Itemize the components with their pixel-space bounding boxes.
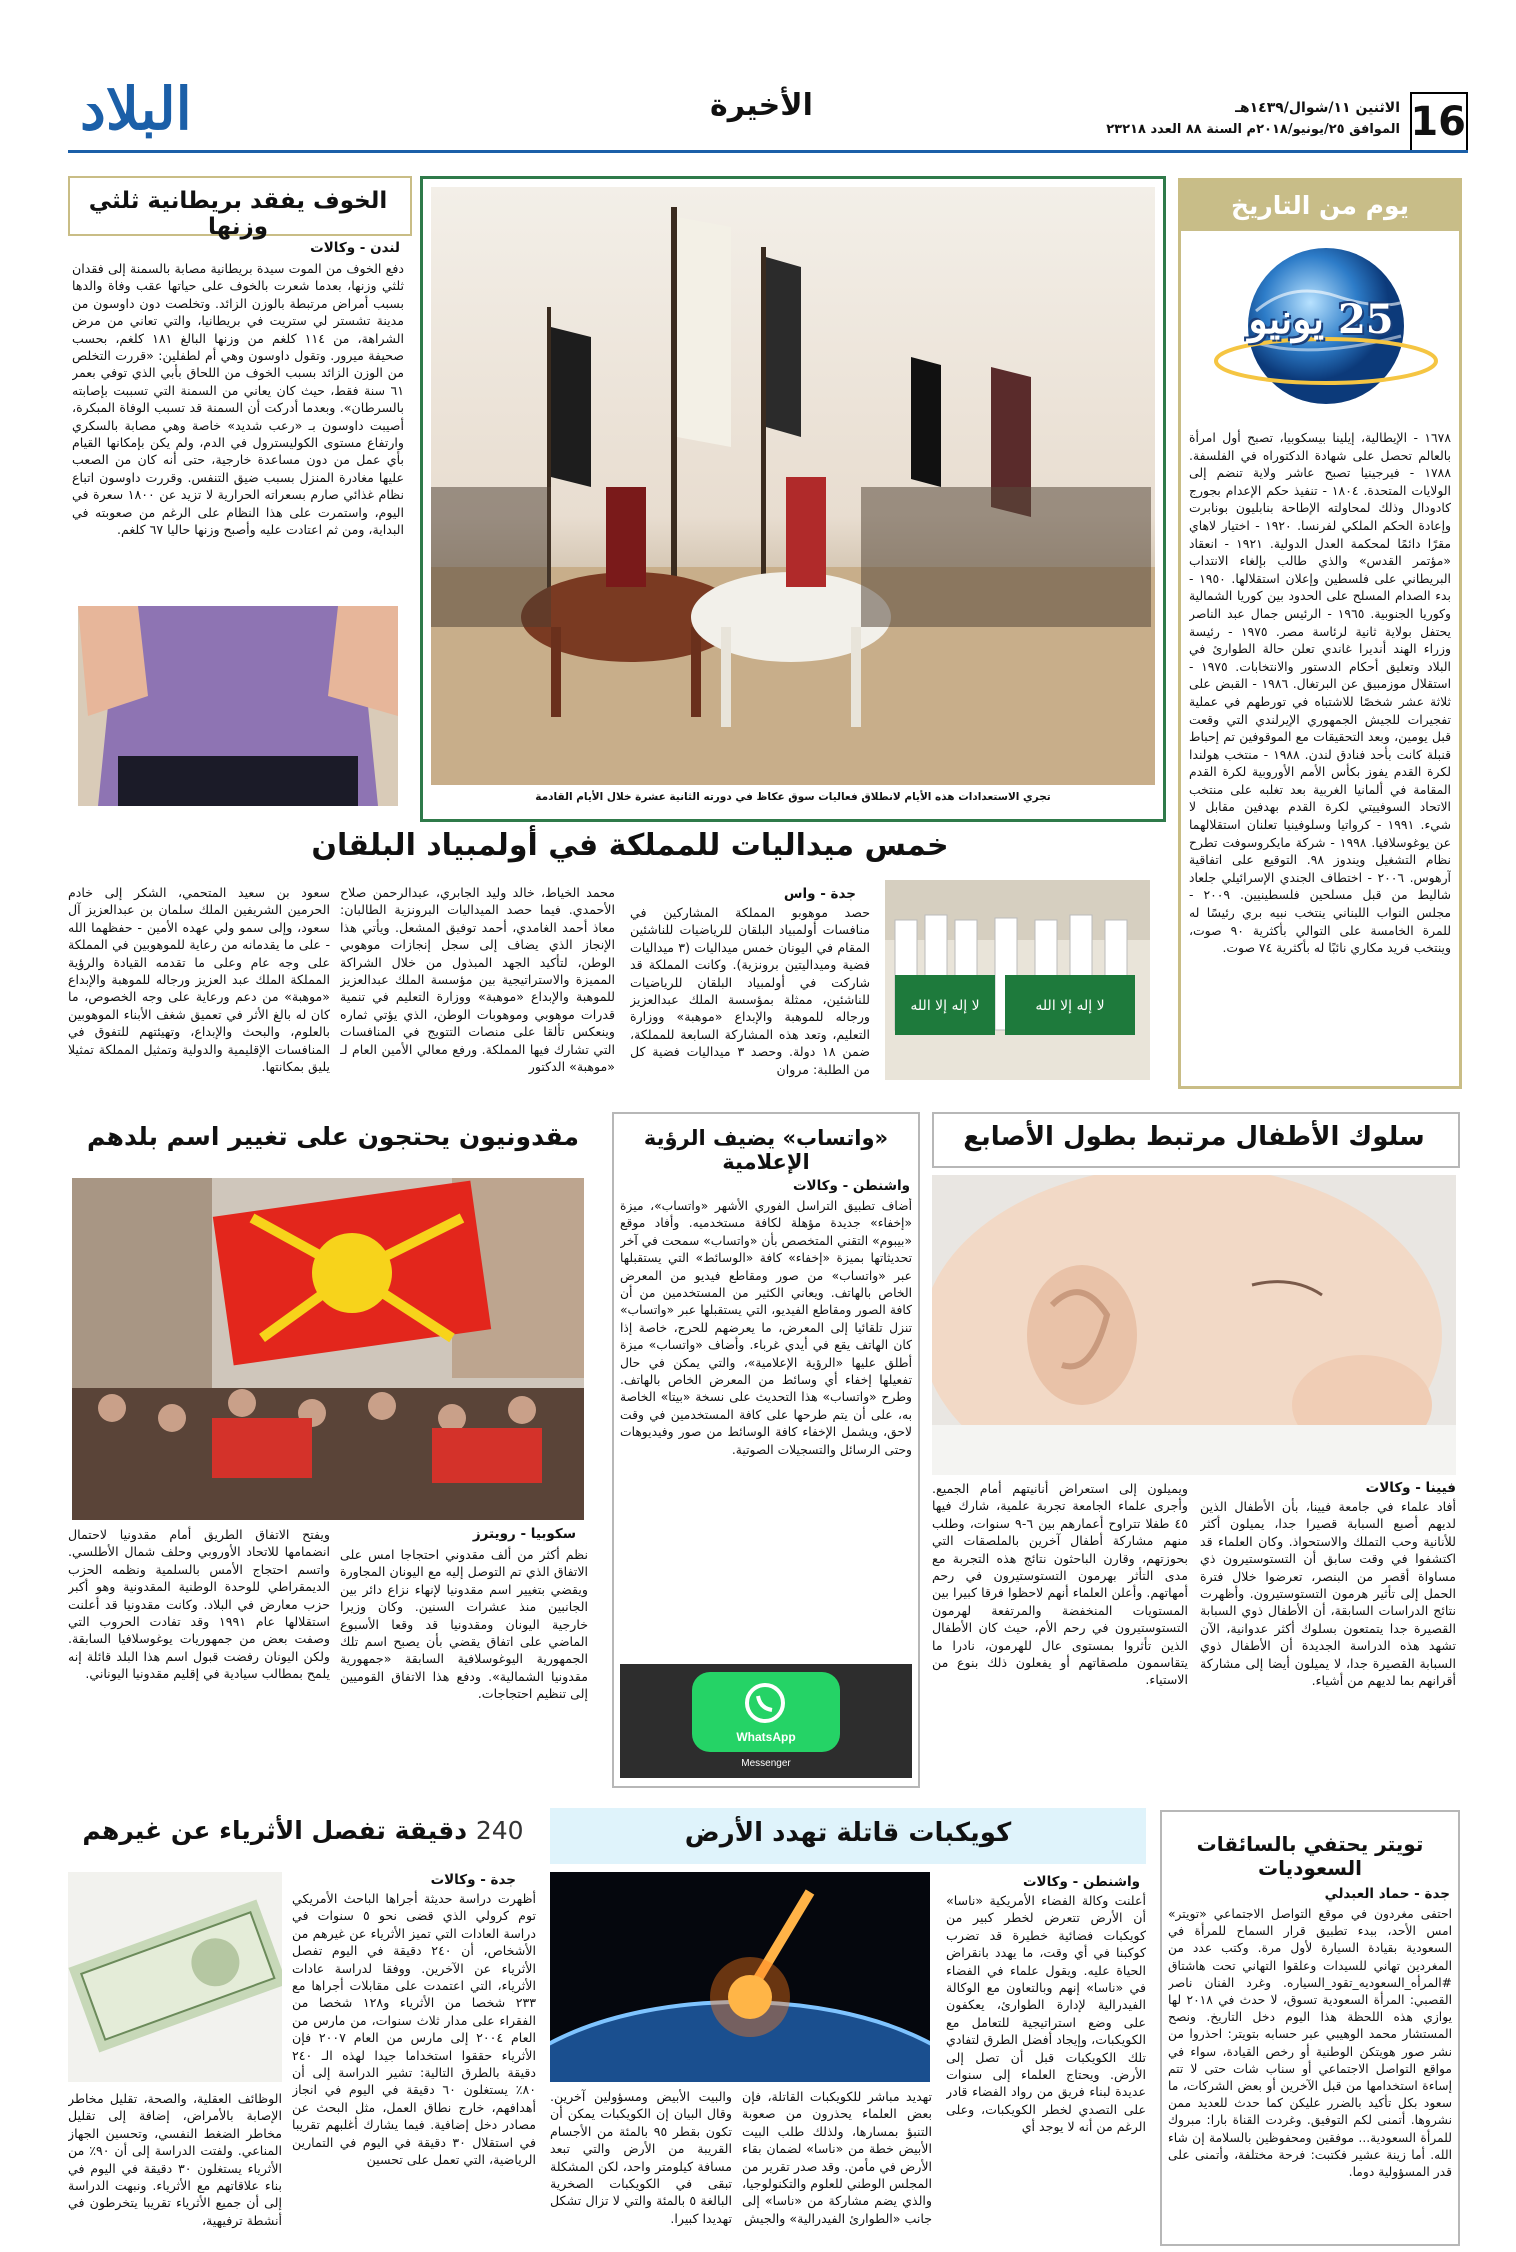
sleeping-baby-photo-icon [932,1175,1456,1475]
medals-col1: حصد موهوبو المملكة المشاركين في منافسات أولمبياد البلقان للرياضيات للناشئين المقام في اليونان خمس ميداليات (٣ ميداليات فضية وميداليتين برونزية). وكانت المملكة قد شاركت في أولمبياد البلقان للرياضيات للناشئين، ممثلة بمؤسسة الملك عبدالعزيز ورجاله للموهبة والإبداع «موهبة» ووزارة التعليم، وتعد هذه المشاركة السابعة للمملكة، ضمن ١٨ دولة. وحصد ٣ ميداليات فضية كل من الطلبة: مروان [630,905,870,1077]
globe-badge [1196,241,1446,421]
masthead [0,0,1516,150]
asteroids-title: كويكبات قاتلة تهدد الأرض [684,1818,1012,1848]
whatsapp-body: أضاف تطبيق التراسل الفوري الأشهر «واتساب»، ميزة «إخفاء» جديدة مؤهلة لكافة مستخدميه. وأفاد موقع «بيبوم» التقني المتخصص بأن «واتساب» سمحت في آخر تحديثاتها بميزة «إخفاء» كافة «الوسائط» التي يستقبلها عبر «واتساب» من صور ومقاطع فيديو من المعرض الخاص بالهاتف. ويعاني الكثير من المستخدمين من أن كافة الصور ومقاطع الفيديو، التي يستقبلها عبر «واتساب» تنزل تلقائيا إلى المعرض، ما يعرضهم للحرج، خاصة إذا كان الهاتف يقع في أيدي غرباء. وأضاف «واتساب» ميزة أطلق عليها «الرؤية الإعلامية»، والتي يمكن في حال تفعيلها إخفاء أي وسائط من المعرض الخاص بالهاتف. وطرح «واتساب» هذا التحديث على نسخة «بيتا» الخاصة به، على أن يتم طرحها على كافة المستخدمين في وقت لاحق، ويشمل الإخفاء كافة الوسائط من صور وفيديوهات وحتى الرسائل والتسجيلات الصوتية. [620,1199,912,1457]
whatsapp-brand-text: Messenger [741,1758,791,1769]
date-hijri: الاثنين ١١/شوال/١٤٣٩هـ [1235,100,1400,116]
history-badge-text: 25 يونيو [1248,296,1394,343]
history-title: يوم من التاريخ [1181,181,1459,231]
masthead-rule [68,150,1468,153]
banknotes-byline: جدة - وكالات [430,1872,516,1888]
history-box [1178,178,1462,1089]
page-number: 16 [1410,92,1468,152]
whatsapp-article [612,1112,920,1788]
babies-col2: ويميلون إلى استعراض أنانيتهم أمام الجميع. وأجرى علماء الجامعة تجربة علمية، شارك فيها ٤٥ طفلا تتراوح أعمارهم بين ٦-٩ سنوات، وطلب منهم مشاركة أطفال آخرين بالملصقات التي بحوزتهم، وقارن الباحثون نتائج هذه التجربة مع مدى التأثر بهرمون التستوستيرون في رحم أمهاتهم. وأعلن العلماء أنهم لاحظوا فرقا كبيرا بين المستويات المنخفضة والمرتفعة لهرمون التستوستيرون في رحم الأم، حيث كان الأطفال الذين تأثروا بمستوى عال للهرمون، نادرا ما يتقاسمون ملصقاتهم أو يفعلون ذلك بنوع من الاستياء. [932,1481,1188,1688]
woman-photo-icon [78,606,398,806]
svg-text:لا إله إلا الله: لا إله إلا الله [910,998,980,1014]
date-full: الموافق ٢٥/يونيو/٢٠١٨م السنة ٨٨ العدد ٢٣٢١٨ [1106,122,1400,137]
asteroids-col1: أعلنت وكالة الفضاء الأمريكية «ناسا» أن الأرض تتعرض لخطر كبير من كويكبات فضائية خطيرة قد تضرب كوكبنا في أي وقت، ما يهدد بانقراض الحياة عليه. ويقول علماء في الفضاء في «ناسا» إنهم وبالتعاون مع الوكالة الفيدرالية لإدارة الطوارئ، يعكفون على وضع استراتيجية للتعامل مع الكويكبات، وإيجاد أفضل الطرق لتفادي تلك الكويكبات قبل أن تصل إلى الأرض. ويحتاج العلماء إلى سنوات عديدة لبناء فريق من رواد الفضاء قادر على التصدي لخطر الكويكبات، وعلى الرغم من أنه لا يوجد أي [946,1893,1146,2135]
medals-photo [885,880,1150,1080]
twitter-body: احتفى مغردون في موقع التواصل الاجتماعي «تويتر» امس الأحد، ببدء تطبيق قرار السماح للمرأة في السعودية بقيادة السيارة لأول مرة. وكتب عدد من المغردين تهاني للسيدات وعلقوا التهاني تحت هاشتاق #المرأه_السعوديه_تقود_السياره. وغرد الفنان ناصر القصبي: المرأة السعودية تسوق، لا حدث في ٢٠١٨ لها يوازي هذه اللحظة هذا اليوم دخل التاريخ. ونصح المستشار محمد الوهيبي عبر حسابه بتويتر: احذروا من نشر صور هويتكن الوطنية أو رخص القيادة، سواء في مواقع التواصل الاجتماعي أو سناب شات حتى لا تتم إساءة استخدامها من قبل الآخرين أو بعض الشركات، ما سعود بكل تأكيد بالضرر عليكن كما حدث للعديد ممن نشروها. أتمنى لكم التوفيق. وغردت القناة بارا: مبروك للمرأة السعودية... موفقين ومحفوظين بالسلامة إن شاء الله. أما زينة عشير فكتبت: فرحة مختلفة، وأتمنى على قدر المسؤولية دوما. [1168,1907,1452,2180]
babies-col1: أفاد علماء في جامعة فيينا، بأن الأطفال الذين لديهم أصبع السبابة قصيرا جدا، يميلون أكثر للأنانية وحب التملك والاستحواذ. وكان العلماء قد اكتشفوا في وقت سابق أن التستوستيرون ذي مساواة أقصر من البنصر، تعرضوا خلال فترة الحمل إلى تأثير هرمون التستوستيرون. وأظهرت نتائج الدراسات السابقة، أن الأطفال ذوي السبابة القصيرة جدا يتمتعون بسلوك أكثر عدوانية، الآن تشهد هذه الدراسة الجديدة أن الأطفال ذوي السبابة القصيرة جدا، لا يميلون أيضا إلى مشاركة أقرانهم بما لديهم من أشياء. [1200,1499,1456,1689]
svg-text:لا إله إلا الله: لا إله إلا الله [1035,998,1105,1014]
whatsapp-logo-text: WhatsApp [736,1730,796,1744]
team-flag-photo-icon [885,880,1150,1080]
babies-byline: فيينا - وكالات [1365,1480,1456,1496]
macedonia-col1: نظم أكثر من ألف مقدوني احتجاجا امس على الاتفاق الذي تم التوصل إليه مع اليونان المجاورة ويقضي بتغيير اسم مقدونيا لإنهاء نزاع دائر بين الجانبين منذ عشرات السنين. وكان وزيرا خارجية اليونان ومقدونيا قد وقعا الأسبوع الماضي على اتفاق يقضي بأن يصبح اسم تلك الجمهورية اليوغوسلافية السابقة «جمهورية مقدونيا الشمالية». ودفع هذا الاتفاق القوميين إلى تنظيم احتجاجات. [340,1547,588,1702]
fear-body: دفع الخوف من الموت سيدة بريطانية مصابة بالسمنة إلى فقدان ثلثي وزنها، بعدما شعرت بالخوف على حياتها عقب وفاة والدها بسبب أمراض مرتبطة بالوزن الزائد. وتخلصت دون داوسون من مدينة تشستر لي ستريت في بريطانيا، والتي تعاني من مرض الشراهة، من ١١٤ كلغم من وزنها البالغ ١٨١ كلغم، بحسب صحيفة ميرور. وتقول داوسون وهي أم لطفلين: «قررت التخلص من الوزن الزائد بسبب الخوف من اللحاق بأبي الذي توفي بعمر ٦١ سنة فقط، حيث كان يعاني من السمنة التي تسببت بإصابته بالسرطان». وبعدما أدركت أن السمنة قد تسبب الوفاة المبكرة، أصيبت داوسون بـ «رعب شديد» خاصة وهي مصابة بالسكري وارتفاع مستوى الكوليسترول في الدم، ولم يكن بإمكانها القيام بأي عمل من دون مساعدة خارجية، حتى أنه كان من الصعب عليها مغادرة المنزل بسبب ضيق التنفس. وقررت داوسون اتباع نظام غذائي صارم بسعراته الحرارية لا تزيد عن ١٨٠٠ سعرة في اليوم، واستمرت على هذا النظام على الرغم من صعوبته في البداية، ومن ثم اعتادت عليه وأصبح وزنها حاليا ٦٧ كلغم. [72,261,404,538]
banknotes-title-text: دقيقة تفصل الأثرياء عن غيرهم [82,1816,468,1845]
babies-title: سلوك الأطفال مرتبط بطول الأصابع [963,1122,1425,1152]
fear-photo [78,606,398,806]
asteroids-photo [550,1872,930,2082]
money-roll-photo-icon [68,1872,282,2082]
protest-photo-icon [72,1178,584,1520]
banknotes-title [68,1816,538,1845]
earth-impact-photo-icon [550,1872,930,2082]
twitter-byline: جدة - حماد العبدلي [1324,1886,1450,1902]
horsemen-photo-icon [431,187,1155,785]
whatsapp-byline: واشنطن - وكالات [792,1178,910,1194]
macedonia-photo [72,1178,584,1520]
main-photo [431,187,1155,785]
macedonia-title: مقدونيون يحتجون على تغيير اسم بلدهم [87,1122,579,1151]
main-photo-caption: تجري الاستعدادات هذه الأيام لانطلاق فعاليات سوق عكاظ في دورته الثانية عشرة خلال الأيام القادمة [535,791,1051,803]
medals-col3: سعود بن سعيد المتحمي، الشكر إلى خادم الحرمين الشريفين الملك سلمان بن عبدالعزيز آل سعود، وإلى سمو ولي عهده الأمين - حفظهما الله - على ما يقدمانه من رعاية للموهوبين في المملكة على وجه عام وعلى ما تقدمه القيادة والرؤية المملكة الملك عبد العزيز ورجاله للموهبة والإبداع «موهبة» من دعم ورعاية على وجه الخصوص، ما كان له بالغ الأثر في تعميق شغف الأبناء الموهوبين بالعلوم، والبحث والإبداع، وتهيئتهم للتفوق في المنافسات الإقليمية والدولية وتمثيل المملكة تمثيلا يليق بمكانتها. [68,885,330,1075]
main-photo-frame [420,176,1166,822]
fear-article [68,176,408,816]
banknotes-title-number: 240 [475,1816,524,1845]
banknotes-col1: أظهرت دراسة حديثة أجراها الباحث الأمريكي توم كرولي الذي قضى نحو ٥ سنوات في دراسة العادات التي تميز الأثرياء عن غيرهم من الأشخاص، أن ٢٤٠ دقيقة في اليوم تفصل الأثرياء عن الآخرين. ووفقا لدراسة عادات الأثرياء، التي اعتمدت على مقابلات أجراها مع ٢٣٣ شخصا من الأثرياء و١٢٨ شخصا من الفقراء على مدار ثلاث سنوات، من مارس من العام ٢٠٠٤ إلى مارس من العام ٢٠٠٧ فإن الأثرياء حققوا استخداما جيدا لهذه الـ ٢٤٠ دقيقة بالطرق التالية: تشير الدراسة إلى أن ٨٠٪ يستغلون ٦٠ دقيقة في اليوم في انجاز أهدافهم، خارج نطاق العمل، مثل البحث عن مصادر دخل إضافية. فيما يشارك أغلبهم تقريبا في استقلال ٣٠ دقيقة في اليوم في التمارين الرياضية، التي تعمل على تحسين [292,1891,536,2168]
banknotes-photo [68,1872,282,2082]
medals-title: خمس ميداليات للمملكة في أولمبياد البلقان [311,828,949,863]
fear-byline: لندن - وكالات [310,240,400,256]
macedonia-col2: ويفتح الاتفاق الطريق أمام مقدونيا لاحتمال انضمامها للاتحاد الأوروبي وحلف شمال الأطلسي. واتسم احتجاج الأمس بالسلمية ونظمه الحزب الديمقراطي للوحدة الوطنية المقدونية وهو أكبر حزب معارض في البلاد. وكانت مقدونيا قد أعلنت استقلالها عام ١٩٩١ وقد تفادت الحروب التي وصفت بعض من جمهوريات يوغوسلافيا السابقة. ولكن اليونان رفضت قبول اسم هذا البلد قائلة إنه يلمح بمطالب سيادية في إقليم مقدونيا اليوناني. [68,1527,330,1682]
fear-title: الخوف يفقد بريطانية ثلثي وزنها [88,188,388,240]
newspaper-logo: البلاد [80,75,192,143]
macedonia-byline: سكوبيا - رويترز [472,1526,576,1542]
babies-photo [932,1175,1456,1475]
twitter-article [1160,1810,1460,2246]
section-title: الأخيرة [710,88,813,123]
medals-byline: جدة - واس [783,886,856,902]
asteroids-col2: تهديد مباشر للكويكبات القاتلة، فإن بعض العلماء يحذرون من صعوبة التنبؤ بمسارها، ولذلك طلب البيت الأبيض خطة من «ناسا» لضمان بقاء الأرض في مأمن. وقد صدر تقرير من المجلس الوطني للعلوم والتكنولوجيا، والذي يضم مشاركة من «ناسا» إلى جانب «الطوارئ الفيدرالية» والجيش [742,2089,932,2226]
whatsapp-title: «واتساب» يضيف الرؤية الإعلامية [643,1126,889,1174]
whatsapp-photo [620,1664,912,1778]
history-body: ١٦٧٨ - الإيطالية، إيلينا بيسكوبيا، تصبح أول امرأة بالعالم تحصل على شهادة الدكتوراه في الفلسفة. ١٧٨٨ - فيرجينيا تصبح عاشر ولاية تنضم إلى الولايات المتحدة. ١٨٠٤ - تنفيذ حكم الإعدام بجورج كادودال وذلك لمحاولته الإطاحة بنابليون بونابرت وإعادة الحكم الملكي لفرنسا. ١٩٢٠ - اختيار لاهاي مقرًا دائمًا لمحكمة العدل الدولية. ١٩٢١ - انعقاد «مؤتمر القدس» والذي طالب بإلغاء الانتداب البريطاني على فلسطين وإعلان استقلالها. ١٩٥٠ - بدء الصدام المسلح على الحدود بين كوريا الشمالية وكوريا الجنوبية. ١٩٦٥ - الرئيس جمال عبد الناصر يحتفل بولاية ثانية لرئاسة مصر. ١٩٧٥ - رئيسة وزراء الهند أنديرا غاندي تعلن حالة الطوارئ في البلاد وتعليق أحكام الدستور والانتخابات. ١٩٧٥ - استقلال موزمبيق عن البرتغال. ١٩٨٦ - القبض على ثلاثة عشر شخصًا للاشتباه في تورطهم في عملية تفجيرات للجيش الجمهوري الإيرلندي التي وقعت قبل يومين، وبعد التحقيقات مع الموقوفين تم إحباط قنبلة كانت بأحد فنادق لندن. ١٩٨٨ - منتخب هولندا لكرة القدم يفوز بكأس الأمم الأوروبية لكرة القدم المقامة في ألمانيا الغربية بعد تغلبه على منتخب الاتحاد السوفييتي لكرة القدم بهدفين مقابل لا شيء. ١٩٩١ - كرواتيا وسلوفينيا تعلنان استقلالهما عن يوغوسلافيا. ١٩٩٨ - شركة مايكروسوفت تطرح نظام التشغيل ويندوز ٩٨. التوقيع على اتفاقية آرهوس. ٢٠٠٦ - اختطاف الجندي الإسرائيلي جلعاد شاليط من قبل مسلحين فلسطينيين. ٢٠٠٩ - مجلس النواب اللبناني ينتخب نبيه بري رئيسًا له للمرة الخامسة على التوالي بأكثرية ٩٠ صوت، وينتخب فريد مكاري نائبًا له بأكثرية ٧٤ صوت. [1189,430,1451,956]
banknotes-col2: الوظائف العقلية، والصحة، تقليل مخاطر الإصابة بالأمراض، إضافة إلى تقليل مخاطر الضغط النفسي، وتحسين الجهاز المناعي. ولفتت الدراسة إلى أن ٩٠٪ من الأثرياء يستغلون ٣٠ دقيقة في اليوم في بناء علاقاتهم مع الأثرياء. ونبهت الدراسة إلى أن جميع الأثرياء تقريبا يتخرطون في أنشطة ترفيهية، [68,2091,282,2228]
asteroids-col3: والبيت الأبيض ومسؤولين آخرين. وقال البيان إن الكويكبات يمكن أن تكون بقطر ٩٥ بالمئة من الأجسام القريبة من الأرض والتي تبعد مسافة كيلومتر واحد، لكن المشكلة تبقى في الكويكبات الصخرية البالغة ٥ بالمئة والتي لا تزال تشكل تهديدا كبيرا. [550,2089,732,2226]
phone-bubble-icon [742,1680,788,1726]
medals-col2: محمد الخياط، خالد وليد الجابري، عبدالرحمن صلاح الأحمدي. فيما حصد الميداليات البرونزية الطالبان: معاذ أحمد الغامدي، أحمد توفيق المشعل. ويأتي هذا الإنجاز الذي يضاف إلى سجل إنجازات موهوبي الوطن، لتأكيد الجهد المبذول من خلال الشراكة المميزة والاستراتيجية بين مؤسسة الملك عبدالعزيز للموهبة والإبداع «موهبة» ووزارة التعليم في تنمية قدرات موهوبي وموهوبات الوطن، الذي يؤتي ثماره وينعكس تألقا على منصات التتويج في المنافسات التي تشارك فيها المملكة. ورفع معالي الأمين العام لـ «موهبة» الدكتور [340,885,615,1075]
twitter-title: تويتر يحتفي بالسائقات السعوديات [1196,1832,1424,1880]
asteroids-byline: واشنطن - وكالات [1022,1874,1140,1890]
